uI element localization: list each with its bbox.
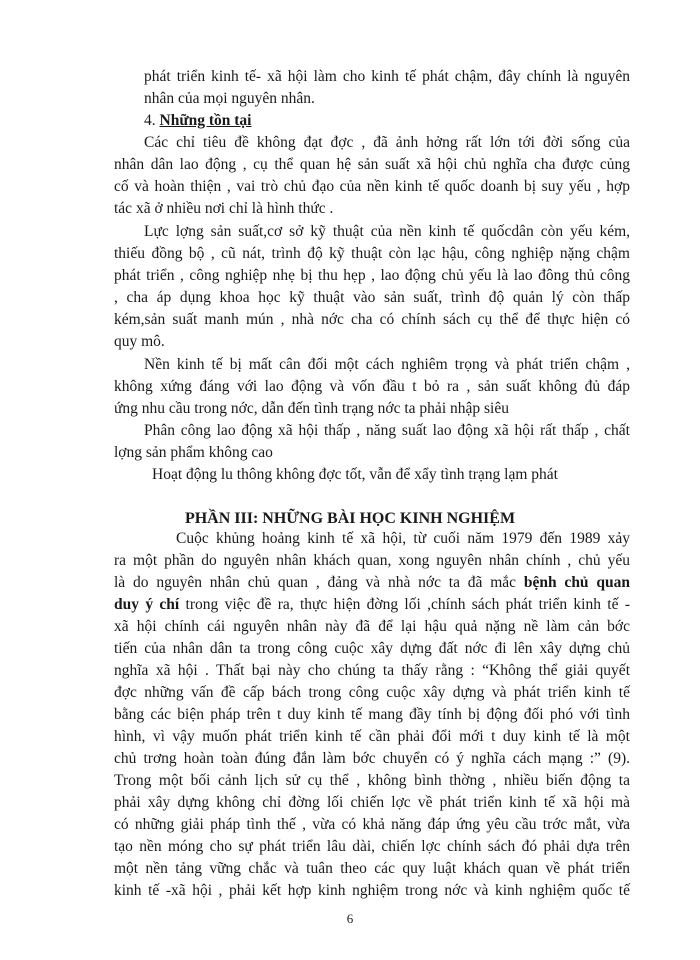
text-line: phát triển , công nghiệp nhẹ bị thu hẹp , lao động chủ yếu là lao đông thủ công (114, 267, 630, 284)
text-line: Hoạt động lu thông không đợc tốt, vẫn để xẩy tình trạng lạm phát (152, 466, 558, 483)
text-line: Phân công lao động xã hội thấp , năng suất lao động xã hội rất thấp , chất (144, 422, 630, 439)
text-line: Lực lợng sản suất,cơ sở kỹ thuật của nền kinh tế quốcdân còn yếu kém, (144, 223, 630, 240)
text-line: có những giải pháp tình thế , vừa có khả năng đáp ứng yêu cầu trớc mắt, vừa (114, 816, 630, 833)
text-run: là do nguyên nhân chủ quan , đảng và nhà nớc ta đã mắc (114, 574, 524, 591)
text-line: không xứng đáng với lao động và vốn đầu t bỏ ra , sản suất không đủ đáp (114, 378, 630, 395)
text-run: trong việc đề ra, thực hiện đờng lối ,chính sách phát triển kinh tế - (179, 596, 630, 613)
text-line: lợng sản phẩm không cao (114, 444, 273, 461)
text-line: Cuộc khủng hoảng kinh tế xã hội, từ cuối năm 1979 đến 1989 xảy (176, 530, 630, 547)
text-line: bằng các biện pháp trên t duy kinh tế mang đầy tính bị động đối phó với tình (114, 706, 630, 723)
emphasis-text: duy ý chí (114, 596, 180, 613)
text-line: nhân của mọi nguyên nhân. (144, 90, 315, 107)
text-line: thiếu đồng bộ , cũ nát, trình độ kỹ thuật còn lạc hậu, công nghiệp nặng chậm (114, 245, 630, 262)
text-line: Trong một bối cảnh lịch sử cụ thể , không bình thờng , nhiều biến động ta (114, 772, 630, 789)
emphasis-text: bệnh chủ quan (523, 574, 630, 591)
text-line: tiến của nhân dân ta trong công cuộc xây dựng đất nớc đi lên xây dựng chủ (114, 640, 630, 657)
text-line: phải xây dựng không chỉ đờng lối chiến lợc về phát triển kinh tế xã hội mà (114, 794, 630, 811)
text-line: Các chỉ tiêu đề không đạt đợc , đã ảnh hởng rất lớn tới đời sống của (144, 134, 630, 151)
text-line: ra một phần do nguyên nhân khách quan, xong nguyên nhân chính , chủ yếu (114, 552, 630, 569)
text-line: hình, vì vậy muốn phát triển kinh tế cần phải đổi mới t duy kinh tế là một (114, 728, 630, 745)
text-line: cố và hoàn thiện , vai trò chủ đạo của nền kinh tế quốc doanh bị suy yếu , hợp (114, 178, 630, 195)
section-number: 4. (144, 112, 160, 129)
text-line: nghĩa xã hội . Thất bại này cho chúng ta thấy rằng : “Không thể giải quyết (114, 662, 630, 679)
text-line: chủ trơng hoàn toàn đúng đắn làm bớc chuyển có ý nghĩa cách mạng :” (9). (114, 750, 630, 767)
text-line: ứng nhu cầu trong nớc, dẫn đến tình trạng nớc ta phải nhập siêu (114, 400, 509, 417)
part-heading: PHẦN III: NHỮNG BÀI HỌC KINH NGHIỆM (184, 510, 516, 527)
text-line: xã hội chính cái nguyên nhân này đã để lại hậu quả nặng nề làm cản bớc (114, 618, 630, 635)
section-title: Những tồn tại (159, 112, 252, 129)
text-line: kinh tế -xã hội , phải kết hợp kinh nghiệm trong nớc và kinh nghiệm quốc tế (114, 882, 630, 899)
text-line: tạo nền móng cho sự phát triển lâu dài, chiến lợc chính sách đó phải dựa trên (114, 838, 630, 855)
text-line: tác xã ở nhiều nơi chỉ là hình thức . (114, 200, 334, 217)
text-line: , cha áp dụng khoa học kỹ thuật vào sản suất, trình độ quản lý còn thấp (114, 289, 630, 306)
page-number: 6 (346, 911, 354, 926)
text-line (114, 595, 630, 614)
text-line (114, 573, 630, 592)
text-line: nhân dân lao động , cụ thể quan hệ sản suất xã hội chủ nghĩa cha được củng (114, 156, 630, 173)
text-line: kém,sản suất manh mún , nhà nớc cha có chính sách cụ thể để thực hiện có (114, 311, 630, 328)
text-line: phát triển kinh tế- xã hội làm cho kinh tế phát chậm, đây chính là nguyên (144, 68, 630, 85)
text-line: Nền kinh tế bị mất cân đối một cách nghiêm trọng và phát triển chậm , (144, 356, 630, 373)
text-line: một nền tảng vững chắc và tuân theo các quy luật khách quan về phát triển (114, 860, 630, 877)
section-heading (144, 111, 252, 130)
text-line: đợc những vấn đề cấp bách trong công cuộc xây dựng và phát triển kinh tế (114, 684, 630, 701)
text-line: quy mô. (114, 333, 165, 350)
